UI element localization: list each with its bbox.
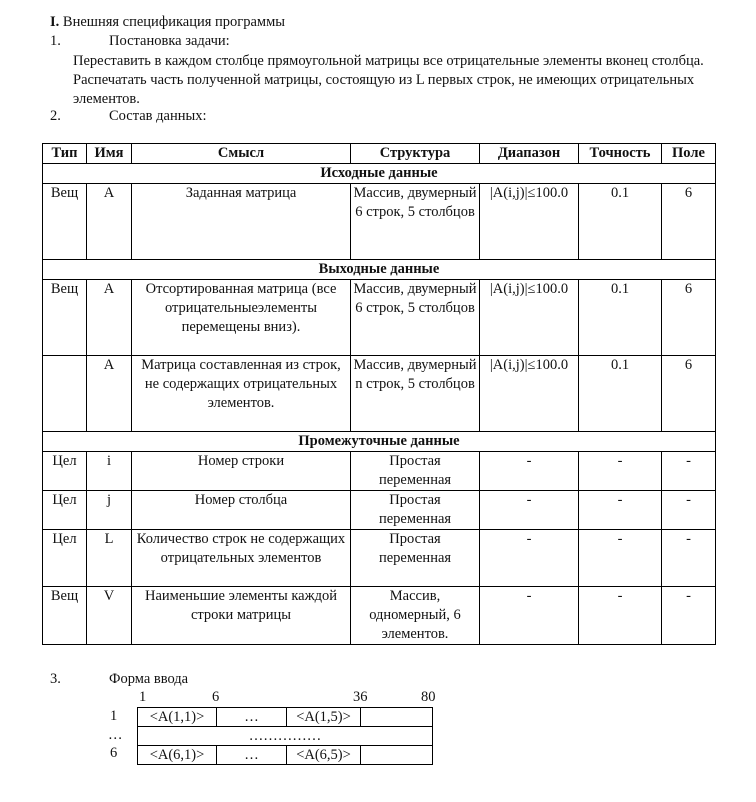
header-field: Поле xyxy=(662,144,716,164)
heading-roman: I. xyxy=(50,14,60,30)
cell-type: Вещ xyxy=(43,184,87,260)
table-row xyxy=(43,184,716,260)
form-row-middle xyxy=(138,727,433,746)
form-cell: <A(6,1)> xyxy=(138,746,217,765)
cell-field: 6 xyxy=(662,280,716,356)
item-2-label: Состав данных: xyxy=(109,108,207,124)
item-2-number: 2. xyxy=(50,108,61,124)
header-precision: Точность xyxy=(579,144,662,164)
cell-structure: Простая переменная xyxy=(351,530,480,587)
cell-type: Вещ xyxy=(43,280,87,356)
table-row xyxy=(43,530,716,587)
table-row xyxy=(43,280,716,356)
form-cell xyxy=(361,746,433,765)
cell-precision: - xyxy=(579,530,662,587)
row-label-ellipsis: … xyxy=(108,727,123,743)
table-row xyxy=(43,356,716,432)
item-1-label: Постановка задачи: xyxy=(109,33,230,49)
section-heading xyxy=(50,14,285,31)
column-pos-6: 6 xyxy=(212,689,220,705)
cell-structure: Массив, двумерный 6 строк, 5 столбцов xyxy=(351,280,480,356)
cell-name: A xyxy=(87,184,132,260)
cell-range: - xyxy=(480,491,579,530)
cell-structure: Простая переменная xyxy=(351,491,480,530)
task-description: Переставить в каждом столбце прямоугольной матрицы все отрицательные элементы вконец столбца. Распечатать часть полученной матрицы, состоящую из L первых строк, не имеющих отрицательных элементов. xyxy=(73,53,704,107)
cell-name: L xyxy=(87,530,132,587)
cell-field: - xyxy=(662,530,716,587)
cell-range: - xyxy=(480,530,579,587)
item-3-number: 3. xyxy=(50,671,61,687)
cell-field: 6 xyxy=(662,356,716,432)
cell-structure: Массив, двумерный n строк, 5 столбцов xyxy=(351,356,480,432)
cell-range: |A(i,j)|≤100.0 xyxy=(480,356,579,432)
row-label-6: 6 xyxy=(110,745,118,761)
column-pos-1: 1 xyxy=(139,689,147,705)
section-row-output xyxy=(43,260,716,280)
cell-meaning: Заданная матрица xyxy=(132,184,351,260)
cell-structure: Простая переменная xyxy=(351,452,480,491)
cell-type: Цел xyxy=(43,530,87,587)
cell-name: i xyxy=(87,452,132,491)
header-range: Диапазон xyxy=(480,144,579,164)
cell-field: - xyxy=(662,452,716,491)
table-row xyxy=(43,452,716,491)
cell-field: 6 xyxy=(662,184,716,260)
cell-name: j xyxy=(87,491,132,530)
cell-type: Вещ xyxy=(43,587,87,645)
cell-name: A xyxy=(87,356,132,432)
cell-field: - xyxy=(662,587,716,645)
cell-meaning: Отсортированная матрица (все отрицательныеэлементы перемещены вниз). xyxy=(132,280,351,356)
column-pos-36: 36 xyxy=(353,689,368,705)
cell-type: Цел xyxy=(43,491,87,530)
item-3-label: Форма ввода xyxy=(109,671,189,687)
cell-precision: - xyxy=(579,587,662,645)
form-cell-ellipsis: …………… xyxy=(138,727,433,746)
cell-name: V xyxy=(87,587,132,645)
cell-meaning: Количество строк не содержащих отрицательных элементов xyxy=(132,530,351,587)
cell-structure: Массив, одномерный, 6 элементов. xyxy=(351,587,480,645)
row-label-1: 1 xyxy=(110,708,118,724)
cell-precision: - xyxy=(579,452,662,491)
column-pos-80: 80 xyxy=(421,689,436,705)
form-cell: … xyxy=(217,708,287,727)
cell-precision: 0.1 xyxy=(579,280,662,356)
header-name: Имя xyxy=(87,144,132,164)
cell-type xyxy=(43,356,87,432)
cell-meaning: Матрица составленная из строк, не содержащих отрицательных элементов. xyxy=(132,356,351,432)
table-row xyxy=(43,491,716,530)
cell-meaning: Номер строки xyxy=(132,452,351,491)
section-output-label: Выходные данные xyxy=(43,260,716,280)
section-row-intermediate xyxy=(43,432,716,452)
cell-range: |A(i,j)|≤100.0 xyxy=(480,184,579,260)
table-header-row xyxy=(43,144,716,164)
cell-meaning: Наименьшие элементы каждой строки матрицы xyxy=(132,587,351,645)
cell-meaning: Номер столбца xyxy=(132,491,351,530)
input-form-layout xyxy=(137,707,433,765)
header-meaning: Смысл xyxy=(132,144,351,164)
section-input-label: Исходные данные xyxy=(43,164,716,184)
section-row-input xyxy=(43,164,716,184)
table-row xyxy=(43,587,716,645)
form-cell: <A(1,5)> xyxy=(287,708,361,727)
form-cell xyxy=(361,708,433,727)
section-intermediate-label: Промежуточные данные xyxy=(43,432,716,452)
cell-precision: 0.1 xyxy=(579,184,662,260)
form-row-1 xyxy=(138,708,433,727)
form-cell: <A(1,1)> xyxy=(138,708,217,727)
cell-structure: Массив, двумерный 6 строк, 5 столбцов xyxy=(351,184,480,260)
cell-name: A xyxy=(87,280,132,356)
header-structure: Структура xyxy=(351,144,480,164)
cell-range: - xyxy=(480,587,579,645)
form-row-6 xyxy=(138,746,433,765)
cell-field: - xyxy=(662,491,716,530)
header-type: Тип xyxy=(43,144,87,164)
data-spec-table xyxy=(42,143,716,645)
cell-precision: - xyxy=(579,491,662,530)
cell-range: - xyxy=(480,452,579,491)
cell-precision: 0.1 xyxy=(579,356,662,432)
form-cell: … xyxy=(217,746,287,765)
cell-type: Цел xyxy=(43,452,87,491)
form-cell: <A(6,5)> xyxy=(287,746,361,765)
heading-text: Внешняя спецификация программы xyxy=(62,14,286,30)
cell-range: |A(i,j)|≤100.0 xyxy=(480,280,579,356)
item-1-number: 1. xyxy=(50,33,61,49)
